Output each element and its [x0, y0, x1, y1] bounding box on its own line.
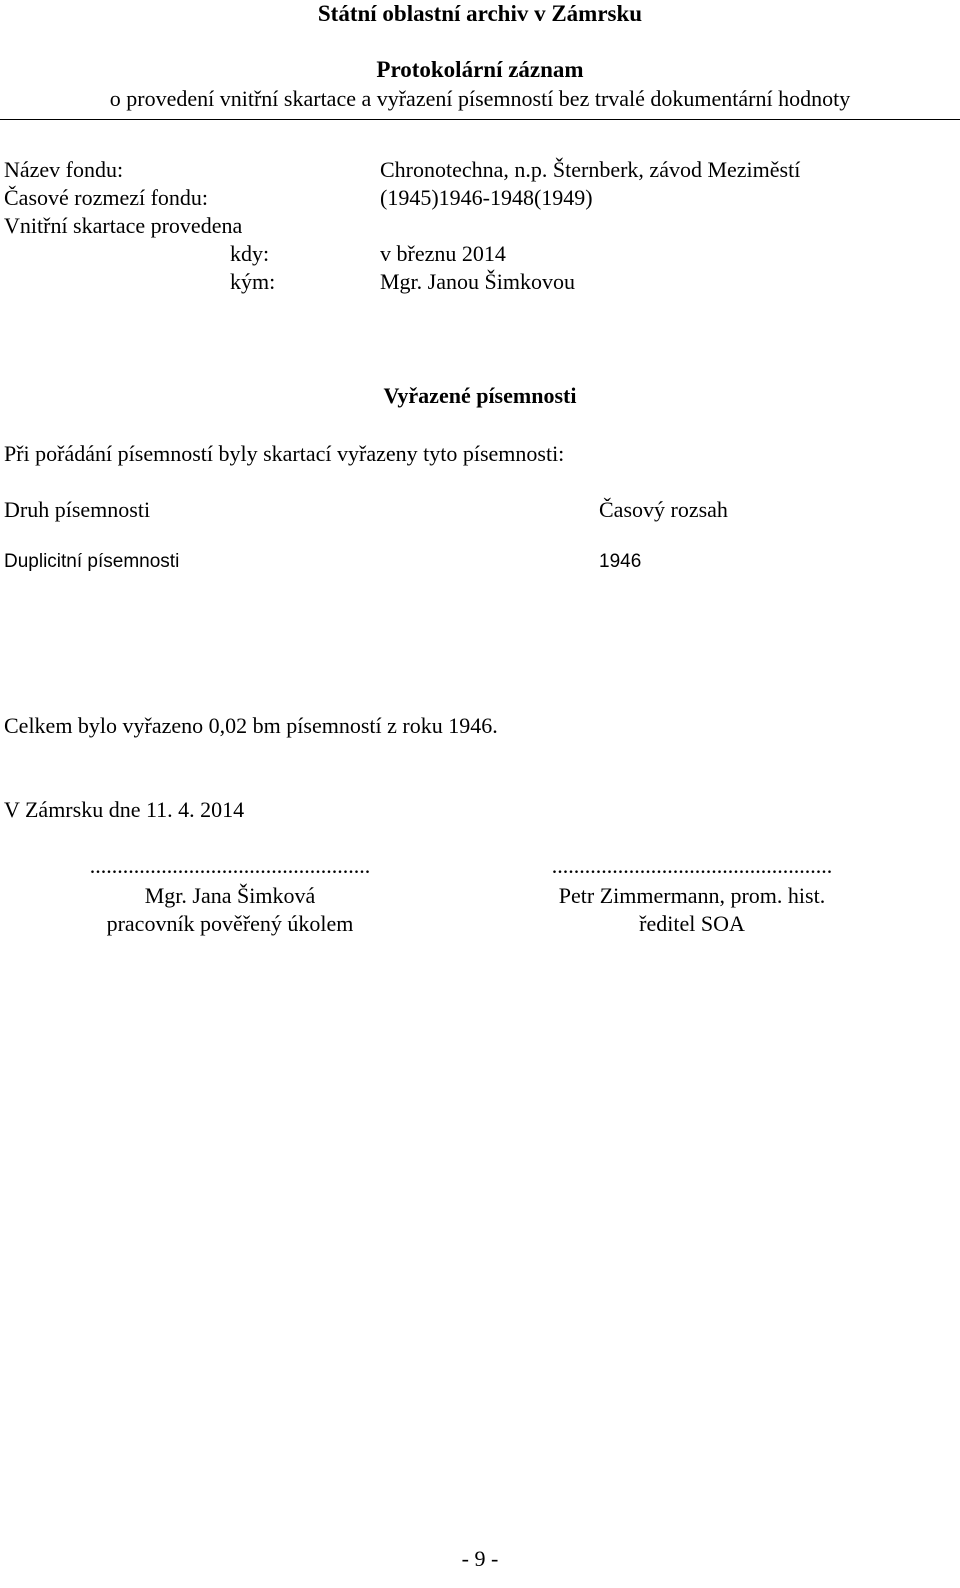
signature-right-dots: ...................................................	[551, 853, 833, 878]
page-number: - 9 -	[461, 1546, 499, 1571]
column-header-type: Druh písemnosti	[4, 497, 151, 522]
signature-left-name: Mgr. Jana Šimková	[144, 883, 316, 908]
shredding-who-label: kým:	[230, 269, 276, 294]
document-subtitle: o provedení vnitřní skartace a vyřazení písemností bez trvalé dokumentární hodnoty	[109, 86, 851, 111]
fond-name-label: Název fondu:	[4, 157, 124, 182]
fond-name-value: Chronotechna, n.p. Šternberk, závod Meziměstí	[380, 157, 801, 182]
signature-left-dots: ...................................................	[89, 853, 371, 878]
signature-right-role: ředitel SOA	[639, 911, 745, 936]
archive-name: Státní oblastní archiv v Zámrsku	[317, 1, 643, 26]
shredding-when-value: v březnu 2014	[380, 241, 506, 266]
shredding-who-value: Mgr. Janou Šimkovou	[380, 269, 575, 294]
fond-range-value: (1945)1946-1948(1949)	[380, 185, 593, 210]
shredding-when-label: kdy:	[230, 241, 270, 266]
signature-left-role: pracovník pověřený úkolem	[106, 911, 354, 936]
header-divider	[0, 119, 960, 120]
discarded-heading: Vyřazené písemnosti	[383, 383, 577, 408]
table-row-type: Duplicitní písemnosti	[4, 551, 180, 572]
shredding-label: Vnitřní skartace provedena	[4, 213, 243, 238]
column-header-range: Časový rozsah	[599, 497, 728, 522]
discarded-total: Celkem bylo vyřazeno 0,02 bm písemností z roku 1946.	[4, 713, 498, 738]
place-date: V Zámrsku dne 11. 4. 2014	[4, 797, 245, 822]
discarded-intro: Při pořádání písemností byly skartací vyřazeny tyto písemnosti:	[4, 441, 565, 466]
document-title: Protokolární záznam	[376, 57, 584, 82]
fond-range-label: Časové rozmezí fondu:	[4, 185, 209, 210]
signature-right-name: Petr Zimmermann, prom. hist.	[558, 883, 826, 908]
table-row-range: 1946	[599, 551, 642, 572]
